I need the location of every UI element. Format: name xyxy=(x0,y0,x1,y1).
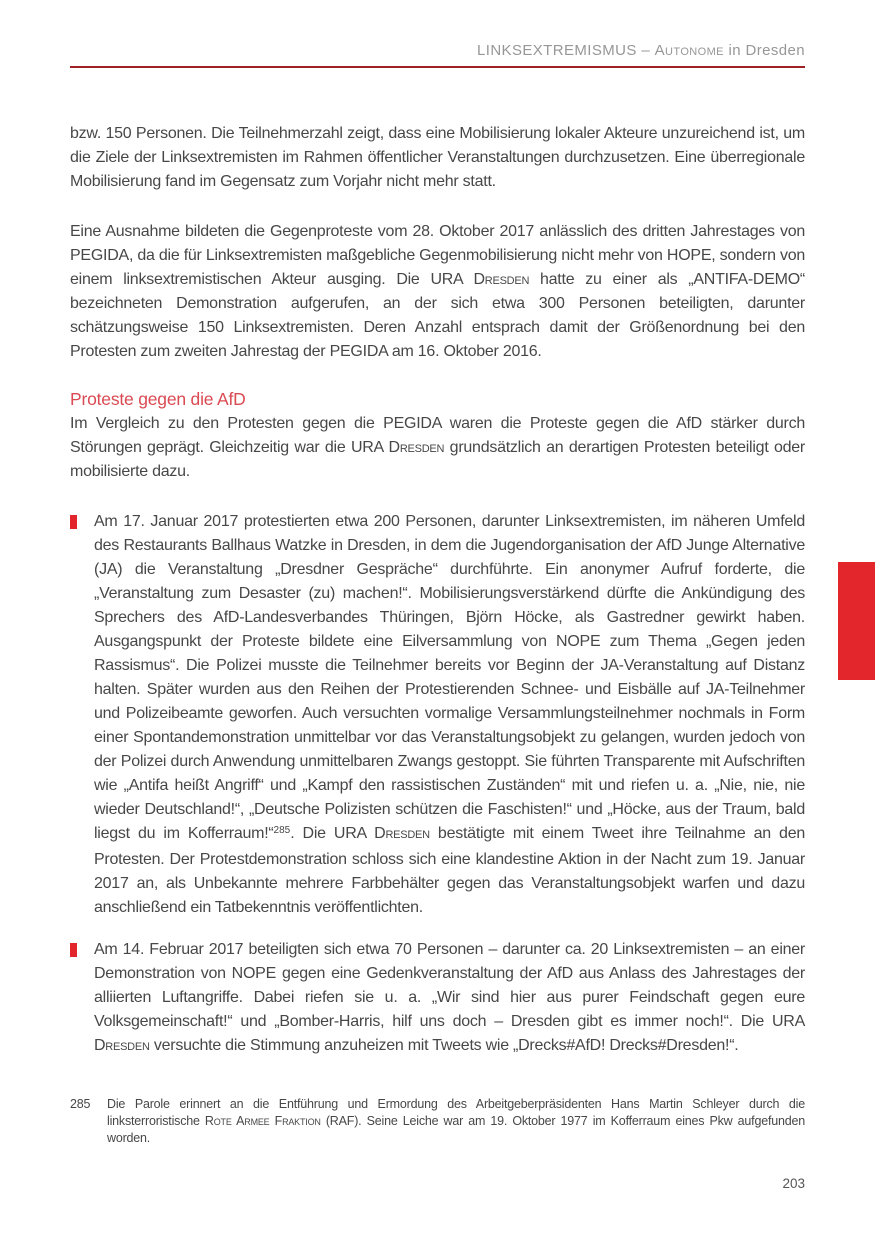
page-number: 203 xyxy=(782,1176,805,1191)
bullet-square-icon xyxy=(70,943,77,957)
bullet-item-text: Am 14. Februar 2017 beteiligten sich etwa 70 Personen – darunter ca. 20 Linksextremisten – an einer Demonstration von NOPE gegen eine Gedenkveranstaltung der AfD aus Anlass des Jahrestages der alliierten Luftangriffe. Dabei riefen sie u. a. „Wir sind hier aus purer Feindschaft gegen eure Volksgemeinschaft!“ und „Bomber-Harris, hilf uns doch – Dresden gibt es immer noch!“. Die URA Dresden versuchte die Stimmung anzuheizen mit Tweets wie „Drecks#AfD! Drecks#Dresden!“. xyxy=(94,941,805,1054)
main-content xyxy=(70,122,805,1076)
chapter-tab-marker xyxy=(838,562,875,680)
page-header: LINKSEXTREMISMUS – Autonome in Dresden xyxy=(477,42,805,59)
header-rule xyxy=(70,66,805,68)
bullet-item-text: Am 17. Januar 2017 protestierten etwa 200 Personen, darunter Linksextremisten, im näheren Umfeld des Restaurants Ballhaus Watzke in Dresden, in dem die Jugendorganisation der AfD Junge Alternative (JA) die Veranstaltung „Dresdner Gespräche“ durchführte. Ein anonymer Aufruf forderte, die „Veranstaltung zum Desaster (zu) machen!“. Mobilisierungsverstärkend dürfte die Ankündigung des Sprechers des AfD-Landesverbandes Thüringen, Björn Höcke, als Gastredner gewirkt haben. Ausgangspunkt der Proteste bildete eine Eilversammlung von NOPE zum Thema „Gegen jeden Rassismus“. Die Polizei musste die Teilnehmer bereits vor Beginn der JA-Veranstaltung auf Distanz halten. Später wurden aus den Reihen der Protestierenden Schnee- und Eisbälle auf JA-Teilnehmer und Polizeibeamte geworfen. Auch versuchten vormalige Versammlungsteilnehmer nochmals in Form einer Spontandemonstration unmittelbar vor das Veranstaltungsobjekt zu gelangen, wurden jedoch von der Polizei durch Anwendung unmittelbaren Zwangs gestoppt. Sie führten Transparente mit Aufschriften wie „Antifa heißt Angriff“ und „Kampf den rassistischen Zuständen“ mit und riefen u. a. „Nie, nie, nie wieder Deutschland!“, „Deutsche Polizisten schützen die Faschisten!“ und „Höcke, aus der Traum, bald liegst du im Kofferraum!“$^{285}$. Die URA Dresden bestätigte mit einem Tweet ihre Teilnahme an den Protesten. Der Protestdemonstration schloss sich eine klandestine Aktion in der Nacht zum 19. Januar 2017 an, als Unbekannte mehrere Farbbehälter gegen das Veranstaltungsobjekt warfen und dazu anschließend ein Tatbekenntnis veröffentlichten. xyxy=(94,513,805,916)
section-heading: Proteste gegen die AfD xyxy=(70,389,246,409)
footnote xyxy=(70,1096,805,1147)
paragraph-3: Im Vergleich zu den Protesten gegen die PEGIDA waren die Proteste gegen die AfD stärker durch Störungen geprägt. Gleichzeitig war die URA Dresden grundsätzlich an derartigen Protesten beteiligt oder mobilisierte dazu. xyxy=(70,415,805,480)
paragraph-2: Eine Ausnahme bildeten die Gegenproteste vom 28. Oktober 2017 anlässlich des dritten Jahrestages von PEGIDA, da die für Linksextremisten maßgebliche Gegenmobilisierung nicht mehr von HOPE, sondern von einem linksextremistischen Akteur ausging. Die URA Dresden hatte zu einer als „ANTIFA-DEMO“ bezeichneten Demonstration aufgerufen, an der sich etwa 300 Personen beteiligten, darunter schätzungsweise 150 Linksextremisten. Deren Anzahl entsprach damit der Größenordnung bei den Protesten zum zweiten Jahrestag der PEGIDA am 16. Oktober 2016. xyxy=(70,223,806,360)
bullet-list xyxy=(70,510,805,1058)
paragraph-1: bzw. 150 Personen. Die Teilnehmerzahl zeigt, dass eine Mobilisierung lokaler Akteure unzureichend ist, um die Ziele der Linksextremisten im Rahmen öffentlicher Veranstaltungen durchzusetzen. Eine überregionale Mobilisierung fand im Gegensatz zum Vorjahr nicht mehr statt. xyxy=(70,125,805,190)
bullet-square-icon xyxy=(70,515,77,529)
bullet-item-1 xyxy=(70,510,805,920)
footnote-number: 285 xyxy=(70,1097,91,1111)
footnote-text: Die Parole erinnert an die Entführung und Ermordung des Arbeitgeberpräsidenten Hans Martin Schleyer durch die linksterroristische Rote Armee Fraktion (RAF). Seine Leiche war am 19. Oktober 1977 im Kofferraum eines Pkw aufgefunden worden. xyxy=(107,1097,805,1145)
bullet-item-2 xyxy=(70,938,805,1058)
